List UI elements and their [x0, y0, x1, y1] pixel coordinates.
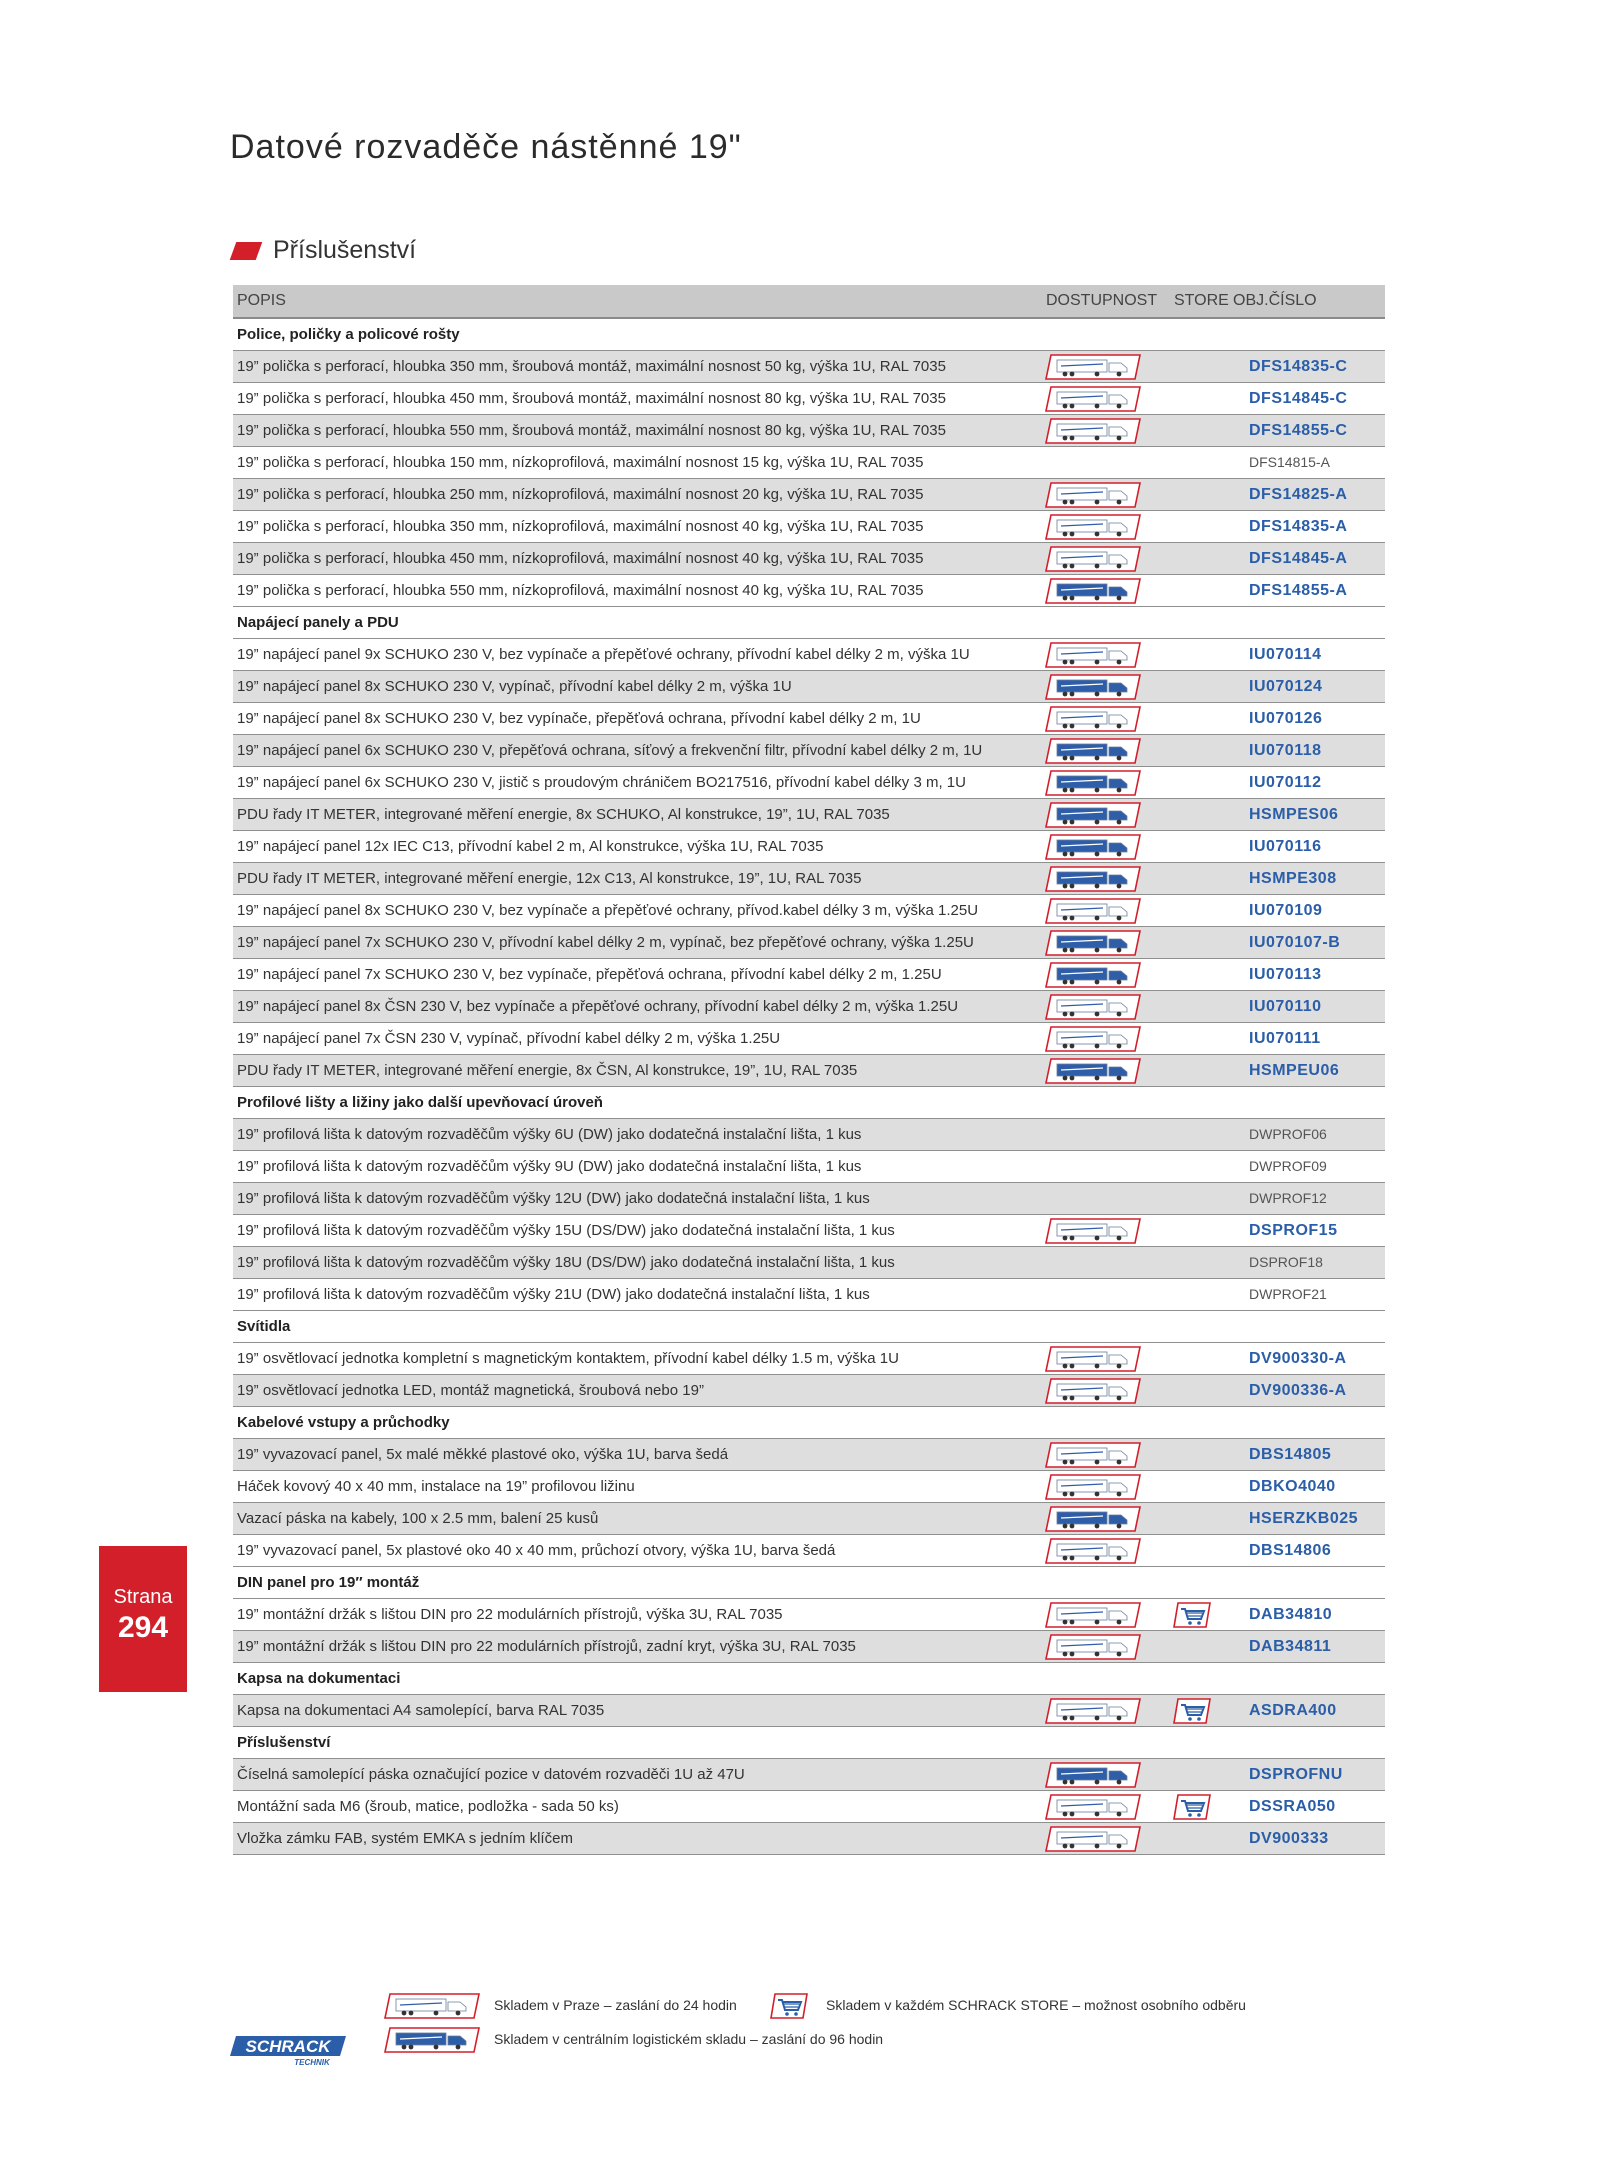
table-row: [233, 575, 1385, 607]
group-title: Kapsa na dokumentaci: [237, 1670, 401, 1687]
order-code: DSPROF18: [1249, 1254, 1323, 1270]
order-code[interactable]: DV900336-A: [1249, 1382, 1347, 1399]
item-description: 19” napájecí panel 8x SCHUKO 230 V, bez vypínače, přepěťová ochrana, přívodní kabel délky 2 m, 1U: [237, 710, 921, 727]
table-row: [233, 1695, 1385, 1727]
table-row: [233, 1023, 1385, 1055]
table-row: [233, 1215, 1385, 1247]
truck-dark-icon: [1045, 866, 1141, 892]
truck-light-icon: [1045, 898, 1141, 924]
order-code[interactable]: DFS14825-A: [1249, 486, 1348, 503]
table-row: [233, 1151, 1385, 1183]
group-header-row: [233, 319, 1385, 351]
table-row: [233, 447, 1385, 479]
legend-store-text: Skladem v každém SCHRACK STORE – možnost osobního odběru: [826, 1997, 1246, 2013]
order-code: DWPROF12: [1249, 1190, 1327, 1206]
item-description: 19” napájecí panel 12x IEC C13, přívodní kabel 2 m, Al konstrukce, výška 1U, RAL 7035: [237, 838, 824, 855]
item-description: 19” polička s perforací, hloubka 550 mm, šroubová montáž, maximální nosnost 80 kg, výška 1U, RAL 7035: [237, 422, 946, 439]
table-row: [233, 1375, 1385, 1407]
table-row: [233, 415, 1385, 447]
item-description: 19” polička s perforací, hloubka 450 mm, nízkoprofilová, maximální nosnost 40 kg, výška 1U, RAL 7035: [237, 550, 924, 567]
table-row: [233, 959, 1385, 991]
item-description: 19” polička s perforací, hloubka 550 mm, nízkoprofilová, maximální nosnost 40 kg, výška 1U, RAL 7035: [237, 582, 924, 599]
table-header: [233, 285, 1385, 319]
group-header-row: [233, 1567, 1385, 1599]
order-code[interactable]: DSPROFNU: [1249, 1766, 1343, 1783]
truck-light-icon: [1045, 354, 1141, 380]
store-cart-icon: [1173, 1698, 1211, 1724]
table-row: [233, 1535, 1385, 1567]
table-row: [233, 895, 1385, 927]
table-row: [233, 863, 1385, 895]
order-code: DWPROF09: [1249, 1158, 1327, 1174]
schrack-logo: [228, 2034, 348, 2068]
table-row: [233, 1439, 1385, 1471]
item-description: Vazací páska na kabely, 100 x 2.5 mm, balení 25 kusů: [237, 1510, 599, 1527]
table-body: [233, 319, 1385, 1855]
table-row: [233, 1791, 1385, 1823]
table-row: [233, 511, 1385, 543]
page-label: Strana: [113, 1586, 173, 1608]
truck-light-icon: [1045, 1634, 1141, 1660]
order-code[interactable]: IU070110: [1249, 998, 1322, 1015]
order-code[interactable]: IU070126: [1249, 710, 1323, 727]
accessories-table: [233, 285, 1385, 1855]
item-description: 19” napájecí panel 9x SCHUKO 230 V, bez vypínače a přepěťové ochrany, přívodní kabel délky 2 m, výška 1U: [237, 646, 970, 663]
order-code[interactable]: HSERZKB025: [1249, 1510, 1359, 1527]
order-code[interactable]: IU070114: [1249, 646, 1322, 663]
item-description: 19” montážní držák s lištou DIN pro 22 modulárních přístrojů, výška 3U, RAL 7035: [237, 1606, 783, 1623]
table-row: [233, 703, 1385, 735]
table-row: [233, 1759, 1385, 1791]
group-header-row: [233, 1663, 1385, 1695]
item-description: 19” napájecí panel 7x ČSN 230 V, vypínač, přívodní kabel délky 2 m, výška 1.25U: [237, 1030, 781, 1047]
group-header-row: [233, 1407, 1385, 1439]
truck-light-icon: [1045, 386, 1141, 412]
svg-text:TECHNIK: TECHNIK: [294, 2058, 330, 2067]
section-title: Příslušenství: [273, 236, 417, 264]
truck-light-icon: [1045, 1538, 1141, 1564]
table-row: [233, 1631, 1385, 1663]
item-description: 19” napájecí panel 8x SCHUKO 230 V, bez vypínače a přepěťové ochrany, přívod.kabel délky 3 m, výška 1.25U: [237, 902, 979, 919]
order-code[interactable]: IU070113: [1249, 966, 1322, 983]
group-header-row: [233, 1727, 1385, 1759]
order-code[interactable]: DBKO4040: [1249, 1478, 1336, 1495]
table-row: [233, 1183, 1385, 1215]
truck-light-icon: [1045, 642, 1141, 668]
item-description: 19” profilová lišta k datovým rozvaděčům výšky 6U (DW) jako dodatečná instalační lišta, 1 kus: [237, 1126, 862, 1143]
order-code[interactable]: HSMPEU06: [1249, 1062, 1340, 1079]
truck-light-icon: [1045, 1218, 1141, 1244]
item-description: PDU řady IT METER, integrované měření energie, 8x ČSN, Al konstrukce, 19”, 1U, RAL 7035: [237, 1062, 858, 1079]
order-code[interactable]: HSMPE308: [1249, 870, 1337, 887]
table-row: [233, 1823, 1385, 1855]
truck-light-icon: [1045, 706, 1141, 732]
truck-light-icon: [1045, 1378, 1141, 1404]
order-code[interactable]: HSMPES06: [1249, 806, 1339, 823]
truck-dark-icon: [1045, 1506, 1141, 1532]
table-row: [233, 1503, 1385, 1535]
truck-light-icon: [1045, 1442, 1141, 1468]
truck-light-icon: [384, 1993, 480, 2019]
order-code[interactable]: DAB34811: [1249, 1638, 1332, 1655]
truck-light-icon: [1045, 1602, 1141, 1628]
order-code[interactable]: DFS14835-A: [1249, 518, 1348, 535]
table-row: [233, 1119, 1385, 1151]
group-title: Svítidla: [237, 1318, 291, 1335]
order-code: DFS14815-A: [1249, 454, 1330, 470]
table-row: [233, 543, 1385, 575]
item-description: 19” profilová lišta k datovým rozvaděčům výšky 18U (DS/DW) jako dodatečná instalační lišta, 1 kus: [237, 1254, 895, 1271]
truck-light-icon: [1045, 418, 1141, 444]
order-code[interactable]: DV900330-A: [1249, 1350, 1347, 1367]
truck-light-icon: [1045, 1346, 1141, 1372]
truck-light-icon: [1045, 1794, 1141, 1820]
section-marker: [230, 242, 263, 260]
order-code[interactable]: DFS14855-C: [1249, 422, 1348, 439]
legend-dark-text: Skladem v centrálním logistickém skladu – zaslání do 96 hodin: [494, 2031, 884, 2047]
truck-light-icon: [1045, 1474, 1141, 1500]
truck-light-icon: [1045, 994, 1141, 1020]
item-description: 19” polička s perforací, hloubka 350 mm, nízkoprofilová, maximální nosnost 40 kg, výška 1U, RAL 7035: [237, 518, 924, 535]
truck-dark-icon: [384, 2027, 480, 2053]
table-row: [233, 991, 1385, 1023]
order-code[interactable]: DSPROF15: [1249, 1222, 1338, 1239]
store-cart-icon: [770, 1993, 808, 2019]
truck-light-icon: [1045, 1826, 1141, 1852]
truck-dark-icon: [1045, 1762, 1141, 1788]
item-description: PDU řady IT METER, integrované měření energie, 8x SCHUKO, Al konstrukce, 19”, 1U, RAL 7035: [237, 806, 890, 823]
item-description: 19” polička s perforací, hloubka 150 mm, nízkoprofilová, maximální nosnost 15 kg, výška 1U, RAL 7035: [237, 454, 924, 471]
item-description: Vložka zámku FAB, systém EMKA s jedním klíčem: [237, 1830, 573, 1847]
item-description: 19” profilová lišta k datovým rozvaděčům výšky 12U (DW) jako dodatečná instalační lišta, 1 kus: [237, 1190, 870, 1207]
group-title: Napájecí panely a PDU: [237, 614, 399, 631]
table-row: [233, 351, 1385, 383]
section-header: [233, 236, 416, 265]
truck-dark-icon: [1045, 578, 1141, 604]
group-title: Profilové lišty a ližiny jako další upevňovací úroveň: [237, 1094, 603, 1111]
group-header-row: [233, 1087, 1385, 1119]
item-description: Montážní sada M6 (šroub, matice, podložka - sada 50 ks): [237, 1798, 619, 1815]
item-description: Kapsa na dokumentaci A4 samolepící, barva RAL 7035: [237, 1702, 605, 1719]
table-row: [233, 1599, 1385, 1631]
table-row: [233, 1279, 1385, 1311]
order-code[interactable]: DFS14845-A: [1249, 550, 1348, 567]
item-description: 19” vyvazovací panel, 5x malé měkké plastové oko, výška 1U, barva šedá: [237, 1446, 729, 1463]
group-title: Příslušenství: [237, 1734, 331, 1751]
item-description: 19” osvětlovací jednotka LED, montáž magnetická, šroubová nebo 19”: [237, 1382, 704, 1399]
truck-light-icon: [1045, 1026, 1141, 1052]
truck-dark-icon: [1045, 770, 1141, 796]
page-number-tab: [99, 1546, 187, 1692]
order-code[interactable]: DFS14835-C: [1249, 358, 1348, 375]
header-dostupnost: DOSTUPNOST: [1046, 292, 1158, 309]
store-cart-icon: [1173, 1794, 1211, 1820]
item-description: 19” profilová lišta k datovým rozvaděčům výšky 21U (DW) jako dodatečná instalační lišta, 1 kus: [237, 1286, 870, 1303]
order-code[interactable]: IU070112: [1249, 774, 1322, 791]
table-row: [233, 1343, 1385, 1375]
order-code[interactable]: DFS14855-A: [1249, 582, 1348, 599]
truck-dark-icon: [1045, 738, 1141, 764]
item-description: 19” vyvazovací panel, 5x plastové oko 40 x 40 mm, průchozí otvory, výška 1U, barva šedá: [237, 1542, 836, 1559]
table-row: [233, 383, 1385, 415]
item-description: 19” polička s perforací, hloubka 250 mm, nízkoprofilová, maximální nosnost 20 kg, výška 1U, RAL 7035: [237, 486, 924, 503]
order-code[interactable]: IU070116: [1249, 838, 1322, 855]
group-title: DIN panel pro 19′′ montáž: [237, 1574, 420, 1591]
order-code[interactable]: IU070107-B: [1249, 934, 1341, 951]
item-description: Číselná samolepící páska označující pozice v datovém rozvaděči 1U až 47U: [237, 1766, 745, 1783]
order-code[interactable]: DAB34810: [1249, 1606, 1333, 1623]
item-description: Háček kovový 40 x 40 mm, instalace na 19” profilovou ližinu: [237, 1478, 635, 1495]
group-header-row: [233, 607, 1385, 639]
order-code[interactable]: ASDRA400: [1249, 1702, 1337, 1719]
truck-dark-icon: [1045, 1058, 1141, 1084]
order-code[interactable]: IU070111: [1249, 1030, 1321, 1047]
group-title: Police, poličky a policové rošty: [237, 326, 460, 343]
item-description: 19” napájecí panel 6x SCHUKO 230 V, přepěťová ochrana, síťový a frekvenční filtr, přívodní kabel délky 2 m, 1U: [237, 742, 983, 759]
item-description: 19” napájecí panel 7x SCHUKO 230 V, přívodní kabel délky 2 m, vypínač, bez přepěťové ochrany, výška 1.25U: [237, 934, 974, 951]
table-row: [233, 1247, 1385, 1279]
header-obj-cislo: OBJ.ČÍSLO: [1233, 292, 1317, 309]
header-popis: POPIS: [237, 292, 286, 309]
svg-text:SCHRACK: SCHRACK: [245, 2037, 331, 2056]
page-title: Datové rozvaděče nástěnné 19": [230, 128, 742, 166]
truck-light-icon: [1045, 514, 1141, 540]
table-row: [233, 735, 1385, 767]
item-description: 19” napájecí panel 8x SCHUKO 230 V, vypínač, přívodní kabel délky 2 m, výška 1U: [237, 678, 792, 695]
order-code[interactable]: IU070124: [1249, 678, 1323, 695]
truck-light-icon: [1045, 1698, 1141, 1724]
order-code: DWPROF21: [1249, 1286, 1327, 1302]
group-header-row: [233, 1311, 1385, 1343]
truck-dark-icon: [1045, 930, 1141, 956]
table-row: [233, 767, 1385, 799]
table-row: [233, 1471, 1385, 1503]
order-code[interactable]: IU070118: [1249, 742, 1322, 759]
page-number: 294: [117, 1611, 169, 1644]
store-cart-icon: [1173, 1602, 1211, 1628]
item-description: 19” profilová lišta k datovým rozvaděčům výšky 9U (DW) jako dodatečná instalační lišta, 1 kus: [237, 1158, 862, 1175]
truck-dark-icon: [1045, 962, 1141, 988]
table-row: [233, 799, 1385, 831]
table-row: [233, 1055, 1385, 1087]
table-row: [233, 639, 1385, 671]
truck-light-icon: [1045, 482, 1141, 508]
order-code[interactable]: IU070109: [1249, 902, 1323, 919]
order-code[interactable]: DFS14845-C: [1249, 390, 1348, 407]
order-code[interactable]: DSSRA050: [1249, 1798, 1336, 1815]
header-store: STORE: [1174, 292, 1229, 309]
item-description: PDU řady IT METER, integrované měření energie, 12x C13, Al konstrukce, 19”, 1U, RAL 7035: [237, 870, 862, 887]
item-description: 19” polička s perforací, hloubka 450 mm, šroubová montáž, maximální nosnost 80 kg, výška 1U, RAL 7035: [237, 390, 946, 407]
item-description: 19” polička s perforací, hloubka 350 mm, šroubová montáž, maximální nosnost 50 kg, výška 1U, RAL 7035: [237, 358, 946, 375]
order-code[interactable]: DBS14805: [1249, 1446, 1332, 1463]
table-row: [233, 831, 1385, 863]
truck-light-icon: [1045, 546, 1141, 572]
item-description: 19” montážní držák s lištou DIN pro 22 modulárních přístrojů, zadní kryt, výška 3U, RAL 7035: [237, 1638, 856, 1655]
group-title: Kabelové vstupy a průchodky: [237, 1414, 450, 1431]
truck-dark-icon: [1045, 802, 1141, 828]
truck-dark-icon: [1045, 834, 1141, 860]
table-row: [233, 479, 1385, 511]
item-description: 19” osvětlovací jednotka kompletní s magnetickým kontaktem, přívodní kabel délky 1.5 m, výška 1U: [237, 1350, 899, 1367]
order-code[interactable]: DV900333: [1249, 1830, 1329, 1847]
item-description: 19” napájecí panel 6x SCHUKO 230 V, jistič s proudovým chráničem BO217516, přívodní kabel délky 3 m, 1U: [237, 774, 966, 791]
legend-light-text: Skladem v Praze – zaslání do 24 hodin: [494, 1997, 737, 2013]
order-code[interactable]: DBS14806: [1249, 1542, 1332, 1559]
table-row: [233, 671, 1385, 703]
item-description: 19” napájecí panel 8x ČSN 230 V, bez vypínače a přepěťové ochrany, přívodní kabel délky 2 m, výška 1.25U: [237, 998, 959, 1015]
truck-dark-icon: [1045, 674, 1141, 700]
table-row: [233, 927, 1385, 959]
item-description: 19” profilová lišta k datovým rozvaděčům výšky 15U (DS/DW) jako dodatečná instalační lišta, 1 kus: [237, 1222, 895, 1239]
order-code: DWPROF06: [1249, 1126, 1327, 1142]
item-description: 19” napájecí panel 7x SCHUKO 230 V, bez vypínače, přepěťová ochrana, přívodní kabel délky 2 m, 1.25U: [237, 966, 942, 983]
